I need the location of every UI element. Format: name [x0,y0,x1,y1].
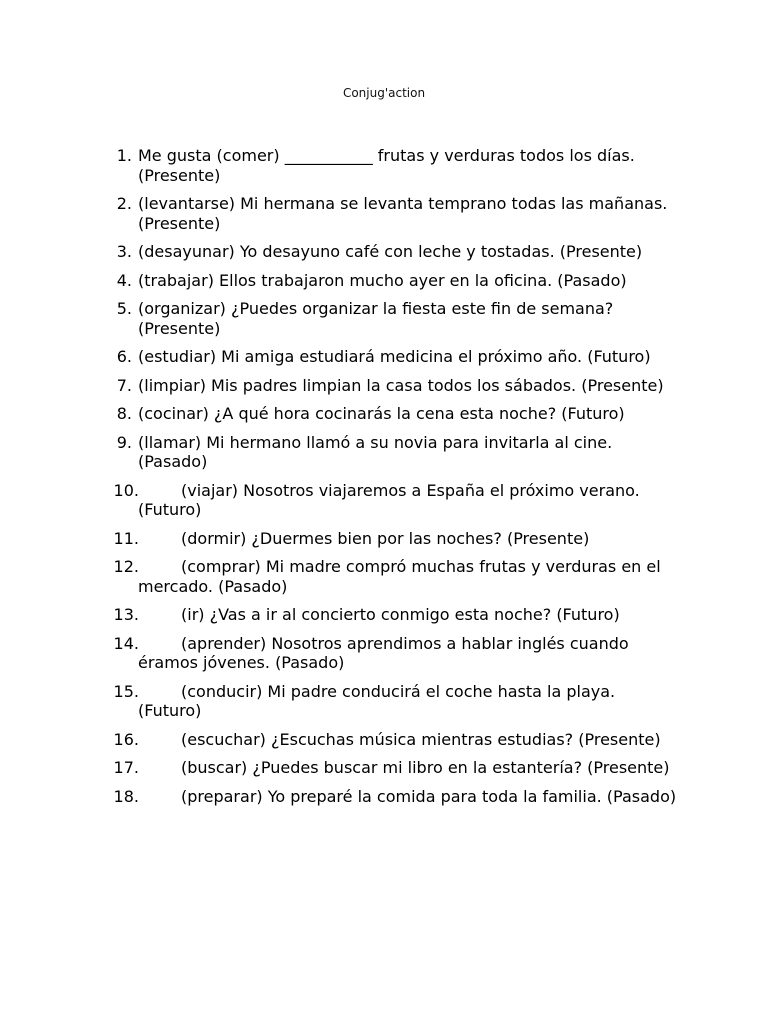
item-number: 1. [116,146,132,165]
item-number: 15. [113,681,139,701]
exercise-list [0,146,768,815]
list-item [0,557,678,596]
list-item [0,682,678,721]
item-text: (aprender) Nosotros aprendimos a hablar inglés cuando éramos jóvenes. (Pasado) [138,633,629,672]
document-title: Conjug'action [342,86,426,100]
item-number: 12. [113,557,139,576]
list-item [0,787,678,807]
item-text: Me gusta (comer) ___________ frutas y verduras todos los días. (Presente) [138,146,635,185]
item-text: (organizar) ¿Puedes organizar la fiesta este fin de semana? (Presente) [138,299,614,338]
item-text: (llamar) Mi hermano llamó a su novia para invitarla al cine. (Pasado) [138,432,613,471]
item-text: (buscar) ¿Puedes buscar mi libro en la estantería? (Presente) [181,758,670,777]
item-number: 4. [116,270,132,290]
list-item [0,404,678,424]
item-number: 10. [113,480,139,500]
list-item [0,299,678,338]
item-text: (cocinar) ¿A qué hora cocinarás la cena esta noche? (Futuro) [138,404,625,423]
item-number: 18. [113,786,139,806]
list-item [0,529,678,549]
item-text: (estudiar) Mi amiga estudiará medicina el próximo año. (Futuro) [138,347,651,366]
item-text: (escuchar) ¿Escuchas música mientras estudias? (Presente) [181,729,661,749]
list-item [0,481,678,520]
item-text: (trabajar) Ellos trabajaron mucho ayer en la oficina. (Pasado) [138,270,627,290]
item-text: (viajar) Nosotros viajaremos a España el próximo verano. (Futuro) [138,480,640,519]
item-number: 8. [116,404,132,423]
item-text: (conducir) Mi padre conducirá el coche hasta la playa. (Futuro) [138,681,616,720]
list-item [0,634,678,673]
list-item [0,730,678,750]
item-number: 13. [113,605,139,624]
item-number: 14. [113,633,139,653]
list-item [0,433,678,472]
item-text: (ir) ¿Vas a ir al concierto conmigo esta noche? (Futuro) [181,605,620,624]
item-text: (desayunar) Yo desayuno café con leche y tostadas. (Presente) [138,242,643,261]
list-item [0,271,678,291]
list-item [0,758,678,778]
item-number: 7. [116,375,132,395]
item-number: 9. [116,432,132,452]
item-text: (preparar) Yo preparé la comida para toda la familia. (Pasado) [181,786,677,806]
item-number: 6. [116,347,132,366]
item-text: (dormir) ¿Duermes bien por las noches? (Presente) [181,528,590,548]
item-number: 5. [116,299,132,318]
list-item [0,194,678,233]
list-item [0,605,678,625]
item-number: 17. [113,758,139,777]
list-item [0,146,678,185]
item-number: 16. [113,729,139,749]
item-text: (levantarse) Mi hermana se levanta temprano todas las mañanas. (Presente) [138,194,668,233]
item-text: (comprar) Mi madre compró muchas frutas y verduras en el mercado. (Pasado) [138,557,661,596]
item-number: 2. [116,194,132,213]
list-item [0,376,678,396]
list-item [0,347,678,367]
list-item [0,242,678,262]
item-number: 3. [116,242,132,261]
item-text: (limpiar) Mis padres limpian la casa todos los sábados. (Presente) [138,375,664,395]
item-number: 11. [113,528,139,548]
